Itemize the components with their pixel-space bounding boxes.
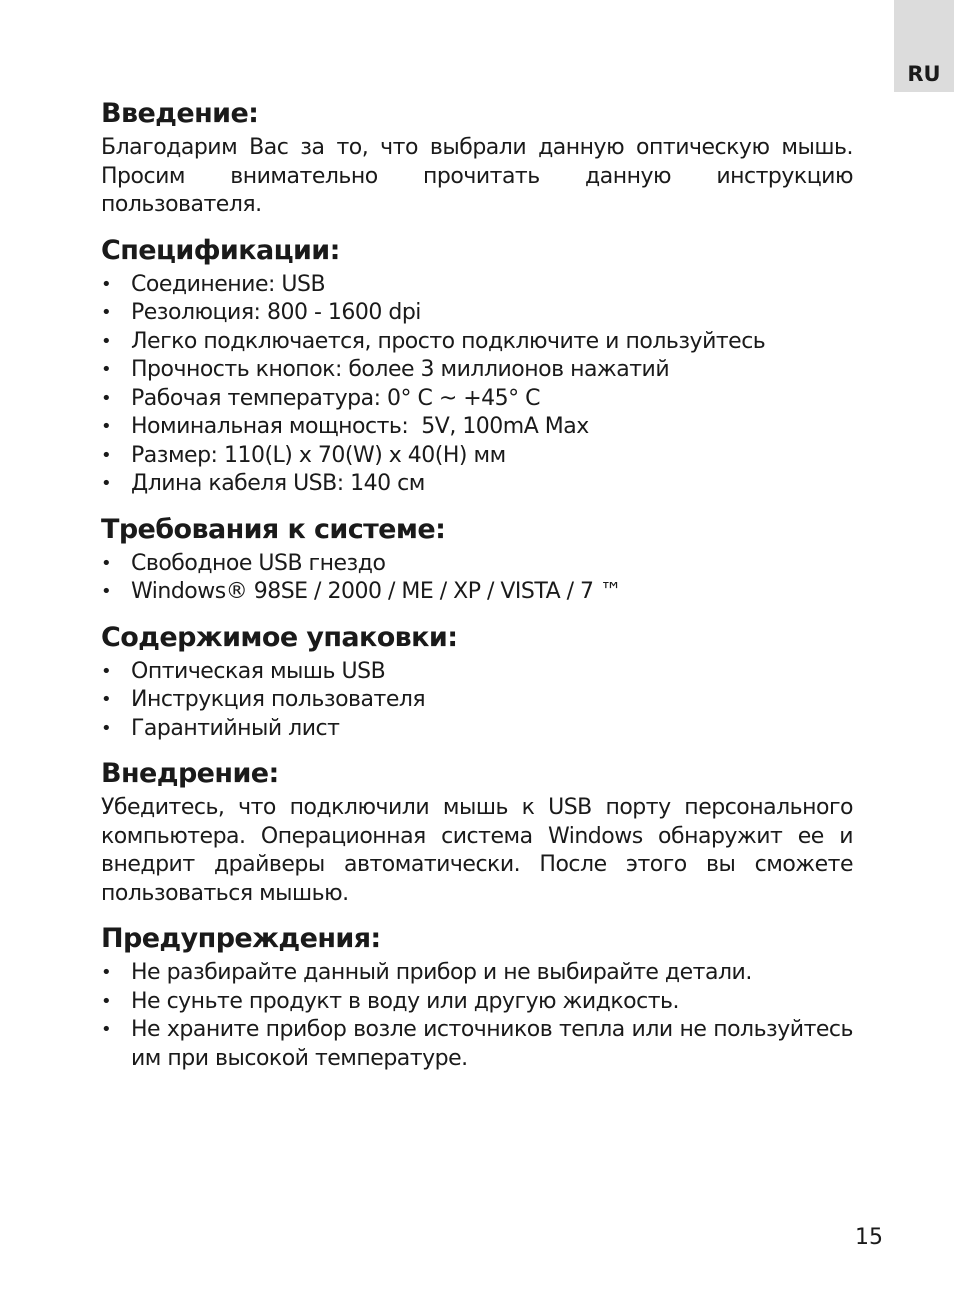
bullet-icon: • xyxy=(101,689,112,710)
section-heading: Введение: xyxy=(101,98,259,129)
requirements-list xyxy=(101,550,853,607)
bullet-icon: • xyxy=(101,990,112,1012)
section-heading: Требования к системе: xyxy=(101,513,446,545)
section-installation xyxy=(101,754,853,908)
bullet-icon: • xyxy=(101,552,112,574)
list-item: • Соединение: USB xyxy=(101,271,853,300)
section-warnings xyxy=(101,919,853,1073)
bullet-icon: • xyxy=(101,273,112,295)
bullet-icon: • xyxy=(101,660,112,682)
list-item: • Номинальная мощность: 5V, 100mA Max xyxy=(101,413,853,442)
list-item: • Оптическая мышь USB xyxy=(101,658,853,687)
list-item: • Не разбирайте данный прибор и не выбирайте детали. xyxy=(101,959,853,988)
section-heading: Спецификации: xyxy=(101,234,340,266)
list-item: • Рабочая температура: 0° C ~ +45° C xyxy=(101,385,853,414)
section-specifications xyxy=(101,231,853,499)
list-item: • Гарантийный лист xyxy=(101,715,853,744)
page-number: 15 xyxy=(855,1225,883,1250)
bullet-icon: • xyxy=(101,473,112,494)
list-item: • Не храните прибор возле источников тепла или не пользуйтесь им при высокой температуре. xyxy=(101,1017,853,1071)
bullet-icon: • xyxy=(101,1019,112,1040)
section-heading: Предупреждения: xyxy=(101,923,381,954)
bullet-icon: • xyxy=(101,717,112,739)
bullet-icon: • xyxy=(101,962,112,983)
list-item: • Инструкция пользователя xyxy=(101,686,853,715)
contents-list xyxy=(101,658,853,744)
bullet-icon: • xyxy=(101,416,112,437)
spec-list xyxy=(101,271,853,499)
list-item: • Windows® 98SE / 2000 / ME / XP / VISTA / 7 ™ xyxy=(101,578,853,607)
bullet-icon: • xyxy=(101,444,112,466)
list-item: • Не суньте продукт в воду или другую жидкость. xyxy=(101,988,853,1017)
language-label: RU xyxy=(907,62,941,86)
section-paragraph: Убедитесь, что подключили мышь к USB порту персонального компьютера. Операционная система Windows обнаружит ее и внедрит драйверы автоматически. После этого вы сможете пользоваться мышью. xyxy=(101,795,853,906)
bullet-icon: • xyxy=(101,581,112,602)
list-item: • Длина кабеля USB: 140 см xyxy=(101,470,853,499)
section-package-contents xyxy=(101,618,853,744)
list-item: • Свободное USB гнездо xyxy=(101,550,853,579)
section-heading: Содержимое упаковки: xyxy=(101,621,458,653)
warnings-list xyxy=(101,959,853,1073)
section-paragraph: Благодарим Вас за то, что выбрали данную оптическую мышь. Просим внимательно прочитать данную инструкцию пользователя. xyxy=(101,135,853,217)
language-tab xyxy=(894,0,954,92)
bullet-icon: • xyxy=(101,387,112,409)
document-body xyxy=(101,94,853,1073)
list-item: • Прочность кнопок: более 3 миллионов нажатий xyxy=(101,356,853,385)
bullet-icon: • xyxy=(101,302,112,323)
section-heading: Внедрение: xyxy=(101,758,279,789)
list-item: • Размер: 110(L) x 70(W) x 40(H) мм xyxy=(101,442,853,471)
bullet-icon: • xyxy=(101,359,112,380)
list-item: • Резолюция: 800 - 1600 dpi xyxy=(101,299,853,328)
bullet-icon: • xyxy=(101,330,112,352)
list-item: • Легко подключается, просто подключите и пользуйтесь xyxy=(101,328,853,357)
section-system-requirements xyxy=(101,510,853,607)
section-intro xyxy=(101,94,853,220)
